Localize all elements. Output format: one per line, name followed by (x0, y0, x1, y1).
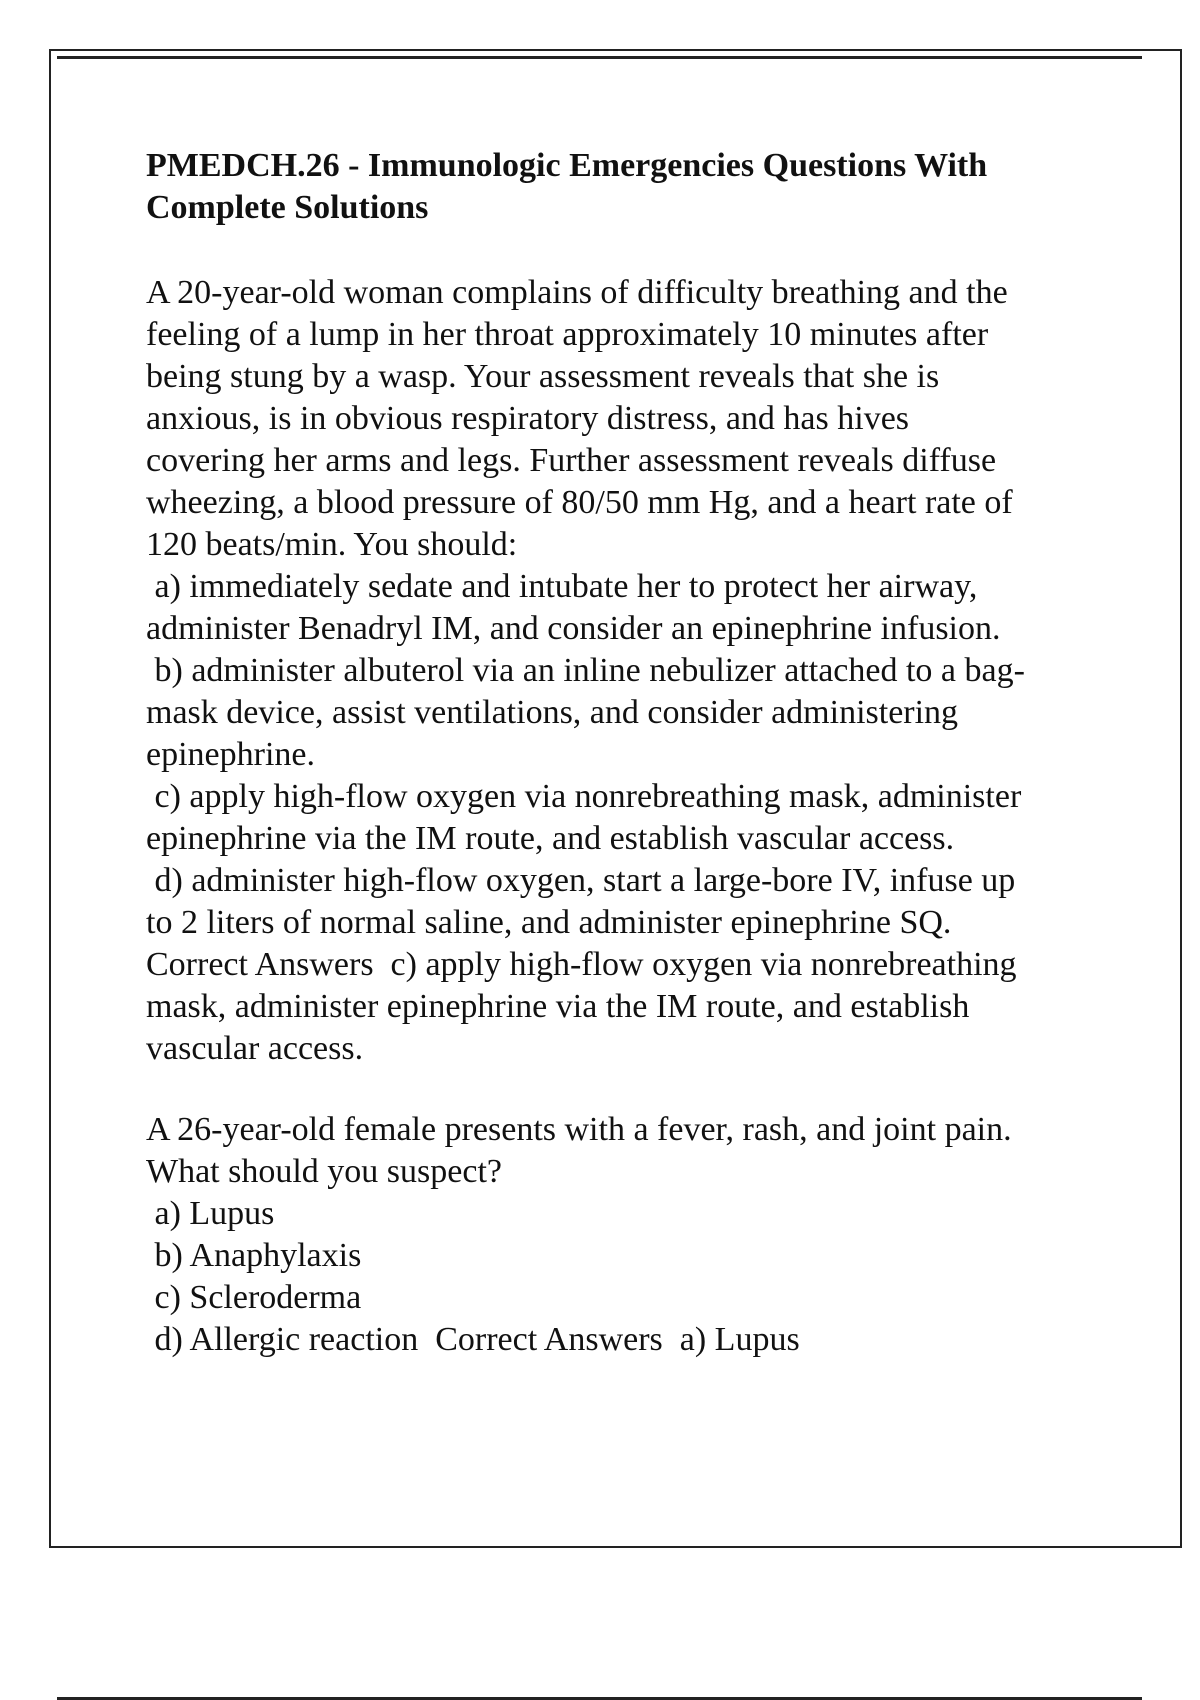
question-text-line: c) Scleroderma (146, 1279, 362, 1316)
question-text-line: vascular access. (146, 1030, 364, 1067)
title-line: Complete Solutions (146, 189, 429, 226)
question-text-line: wheezing, a blood pressure of 80/50 mm Hg, and a heart rate of (146, 484, 1013, 521)
question-text-line: to 2 liters of normal saline, and administer epinephrine SQ. (146, 904, 952, 941)
document-body (146, 145, 1176, 1361)
question-text-line: mask, administer epinephrine via the IM route, and establish (146, 988, 970, 1025)
question-text-line: mask device, assist ventilations, and consider administering (146, 694, 959, 731)
header-rule (57, 56, 1142, 59)
question-text-line: What should you suspect? (146, 1153, 502, 1190)
question-text-line: being stung by a wasp. Your assessment reveals that she is (146, 358, 940, 395)
question-text-line: d) administer high-flow oxygen, start a large-bore IV, infuse up (146, 862, 1016, 899)
document-title (146, 145, 1176, 229)
question-text-line: Correct Answers c) apply high-flow oxygen via nonrebreathing (146, 946, 1017, 983)
question-text-line: epinephrine. (146, 736, 315, 773)
question-text-line: A 20-year-old woman complains of difficulty breathing and the (146, 274, 1008, 311)
question-text-line: a) Lupus (146, 1195, 275, 1232)
question-text-line: 120 beats/min. You should: (146, 526, 518, 563)
question-text-line: covering her arms and legs. Further assessment reveals diffuse (146, 442, 997, 479)
question-text-line: feeling of a lump in her throat approximately 10 minutes after (146, 316, 989, 353)
question-text-line: c) apply high-flow oxygen via nonrebreathing mask, administer (146, 778, 1022, 815)
question-text-line: epinephrine via the IM route, and establish vascular access. (146, 820, 955, 857)
question-text-line: b) Anaphylaxis (146, 1237, 362, 1274)
question-2 (146, 1109, 1176, 1361)
title-line: PMEDCH.26 - Immunologic Emergencies Questions With (146, 147, 988, 184)
question-1 (146, 272, 1176, 1070)
question-text-line: d) Allergic reaction Correct Answers a) Lupus (146, 1321, 800, 1358)
question-text-line: anxious, is in obvious respiratory distress, and has hives (146, 400, 910, 437)
question-text-line: b) administer albuterol via an inline nebulizer attached to a bag- (146, 652, 1025, 689)
question-text-line: A 26-year-old female presents with a fever, rash, and joint pain. (146, 1111, 1012, 1148)
question-text-line: a) immediately sedate and intubate her to protect her airway, (146, 568, 978, 605)
question-text-line: administer Benadryl IM, and consider an epinephrine infusion. (146, 610, 1001, 647)
